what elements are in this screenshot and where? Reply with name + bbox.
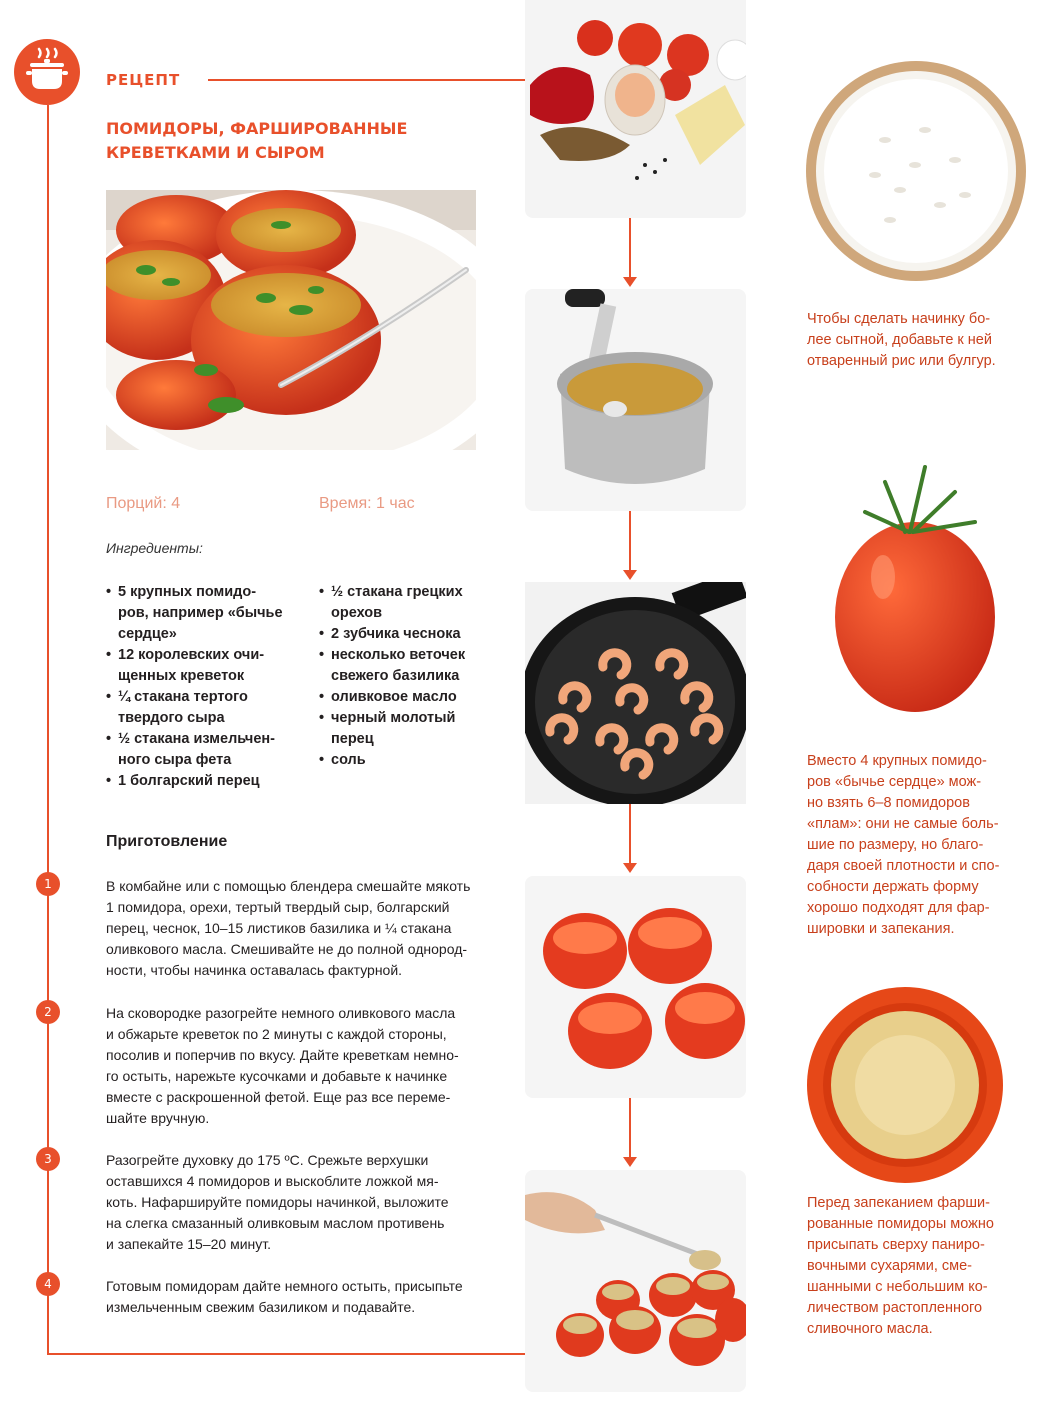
tip-text: Вместо 4 крупных помидо- ров «бычье сердце» мож- но взять 6–8 помидоров «плам»: они не самые боль- шие по размеру, но благо- даря своей плотности и спо- собности держать форму хорошо подходят для фар- шировки и запекания.: [807, 753, 1000, 937]
ingredients-title: Ингредиенты:: [106, 540, 203, 556]
ingredient-item: [106, 645, 306, 687]
ingredient-text: 1 болгарский перец: [118, 773, 260, 789]
step-text: Разогрейте духовку до 175 ºC. Срежьте верхушки оставшихся 4 помидоров и выскоблите ложкой мя- коть. Нафаршируйте помидоры начинкой, выложите на слегка смазанный оливковым маслом противень и запекайте 15–20 минут.: [106, 1152, 449, 1252]
cook-time: Время: 1 час: [319, 495, 415, 512]
section-kicker: РЕЦЕПТ: [106, 71, 181, 89]
ingredient-text: оливковое масло: [331, 689, 457, 705]
step-text: На сковородке разогрейте немного оливкового масла и обжарьте креветок по 2 минуты с каждой стороны, посолив и поперчив по вкусу. Дайте креветкам немно- го остыть, нарежьте кусочками и добавьте к начинке вместе с раскрошенной фетой. Еще раз все переме- шайте вручную.: [106, 1005, 459, 1126]
step-number: 4: [36, 1272, 60, 1296]
arrow-down-icon: [623, 570, 637, 580]
step-text: Готовым помидорам дайте немного остыть, присыпьте измельченным свежим базиликом и подавайте.: [106, 1278, 463, 1315]
ingredient-item: [319, 645, 509, 687]
plum-tomato-photo: [825, 462, 1000, 717]
breadcrumbs-bowl-photo: [805, 985, 1005, 1185]
ingredient-text: ½ стакана измельчен- ного сыра фета: [118, 731, 275, 768]
timeline-line-bottom: [47, 1353, 525, 1355]
ingredient-item: [106, 687, 306, 729]
ingredient-text: соль: [331, 752, 366, 768]
ingredient-item: [319, 750, 509, 771]
dish-photo: [106, 190, 476, 450]
arrow-down-icon: [623, 863, 637, 873]
ingredient-text: 2 зубчика чеснока: [331, 626, 461, 642]
header-rule: [208, 79, 526, 81]
step-number: 2: [36, 1000, 60, 1024]
flow-arrow: [629, 1098, 631, 1160]
rice-bowl-photo: [805, 60, 1027, 282]
ingredients-photo: [525, 0, 746, 218]
ingredient-text: ½ стакана грецких орехов: [331, 584, 463, 621]
tip-text: Чтобы сделать начинку бо- лее сытной, добавьте к ней отваренный рис или булгур.: [807, 311, 996, 369]
ingredient-text: ¼ стакана тертого твердого сыра: [118, 689, 248, 726]
ingredient-text: черный молотый перец: [331, 710, 456, 747]
hollowed-tomatoes-photo: [525, 876, 746, 1098]
step-text: В комбайне или с помощью блендера смешайте мякоть 1 помидора, орехи, тертый твердый сыр, болгарский перец, чеснок, 10–15 листиков базилика и ¼ стакана оливкового масла. Смешивайте не до полной однород- ности, чтобы начинка оставалась фактурной.: [106, 878, 471, 978]
ingredient-text: несколько веточек свежего базилика: [331, 647, 466, 684]
cooking-pot-icon: [14, 39, 80, 105]
ingredient-text: 12 королевских очи- щенных креветок: [118, 647, 265, 684]
ingredient-item: [319, 624, 509, 645]
arrow-down-icon: [623, 1157, 637, 1167]
ingredient-item: [106, 729, 306, 771]
ingredients-list-right: [319, 582, 509, 771]
step-number: 1: [36, 872, 60, 896]
tip-text: Перед запеканием фарши- рованные помидоры можно присыпать сверху паниро- вочными сухарями, сме- шанными с небольшим ко- личеством растопленного сливочного масла.: [807, 1195, 994, 1337]
ingredient-item: [319, 708, 509, 750]
ingredient-item: [319, 687, 509, 708]
ingredient-item: [319, 582, 509, 624]
flow-arrow: [629, 511, 631, 573]
step-number: 3: [36, 1147, 60, 1171]
ingredient-text: 5 крупных помидо- ров, например «бычье сердце»: [118, 584, 283, 642]
recipe-title: [106, 117, 506, 165]
recipe-title-line2: КРЕВЕТКАМИ И СЫРОМ: [106, 143, 325, 162]
flow-arrow: [629, 804, 631, 866]
recipe-title-line1: ПОМИДОРЫ, ФАРШИРОВАННЫЕ: [106, 119, 408, 138]
flow-arrow: [629, 218, 631, 280]
ingredient-item: [106, 582, 306, 645]
servings: Порций: 4: [106, 495, 181, 512]
shrimp-pan-photo: [525, 582, 746, 804]
preparation-title: Приготовление: [106, 833, 228, 850]
ingredients-list-left: [106, 582, 306, 792]
stuffing-tomatoes-photo: [525, 1170, 746, 1392]
blender-photo: [525, 289, 746, 511]
ingredient-item: [106, 771, 306, 792]
arrow-down-icon: [623, 277, 637, 287]
